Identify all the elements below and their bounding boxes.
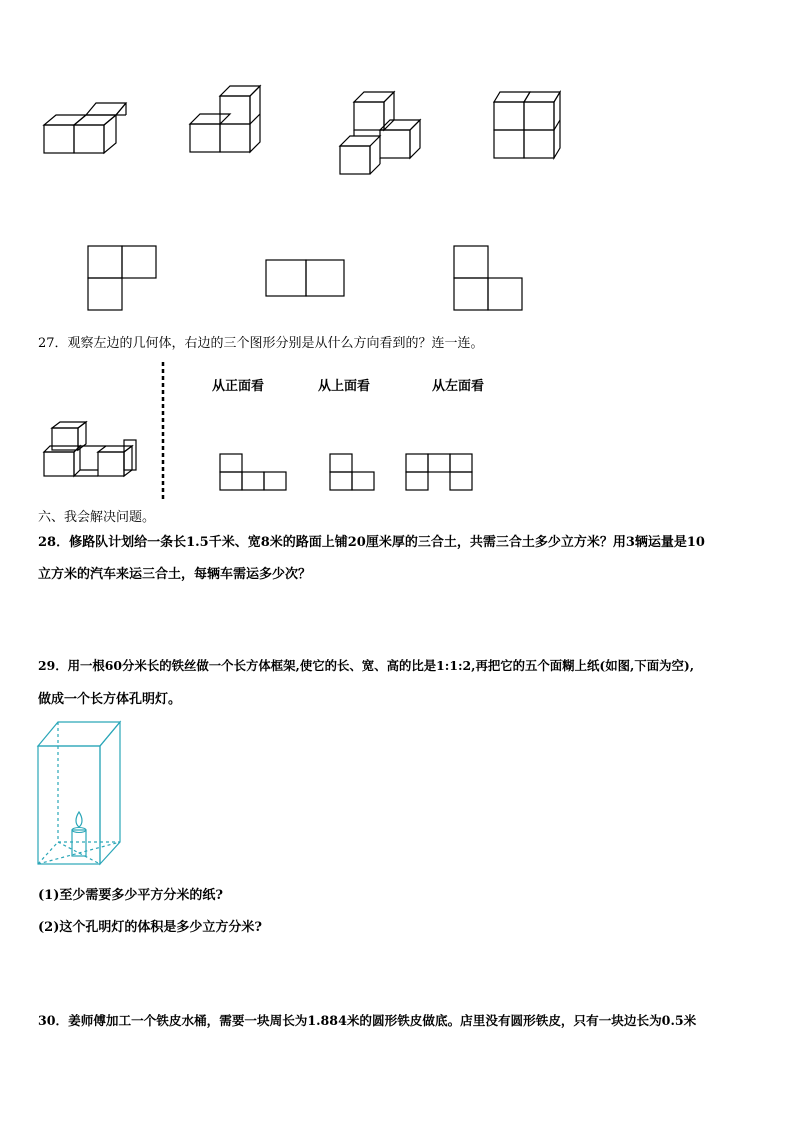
view-option-c <box>404 452 484 496</box>
view-shape-l-reversed <box>452 244 532 314</box>
q29-line-1: 29．用一根60分米长的铁丝做一个长方体框架,使它的长、宽、高的比是1:1:2,再把它的五个面糊上纸(如图,下面为空), <box>38 658 695 673</box>
cube-figure-2 <box>186 80 286 160</box>
view-option-a <box>218 452 298 496</box>
view-label-left: 从左面看 <box>432 379 485 394</box>
view-option-b <box>328 452 388 496</box>
cube-figure-4 <box>490 88 580 168</box>
q27-text: 27．观察左边的几何体，右边的三个图形分别是从什么方向看到的？连一连。 <box>38 336 484 351</box>
q29-sub-2: (2)这个孔明灯的体积是多少立方分米? <box>38 920 262 935</box>
divider-dashed-line <box>161 362 165 502</box>
section-title: 六、我会解决问题。 <box>38 510 156 525</box>
q28-line-2: 立方米的汽车来运三合土，每辆车需运多少次？ <box>38 567 312 582</box>
q29-line-2: 做成一个长方体孔明灯。 <box>38 692 182 707</box>
view-shape-l <box>86 244 166 314</box>
cube-figure-3 <box>336 88 446 188</box>
view-shape-two-wide <box>264 258 354 308</box>
view-label-top: 从上面看 <box>318 379 371 394</box>
cube-figure-1 <box>40 95 160 175</box>
q27-solid-figure <box>40 420 150 480</box>
lantern-figure <box>34 718 144 868</box>
q28-line-1: 28．修路队计划给一条长1.5千米、宽8米的路面上铺20厘米厚的三合土，共需三合土多少立方米？用3辆运量是10 <box>38 535 705 550</box>
q30-line-1: 30．姜师傅加工一个铁皮水桶，需要一块周长为1.884米的圆形铁皮做底。店里没有圆形铁皮，只有一块边长为0.5米 <box>38 1013 697 1028</box>
q29-sub-1: (1)至少需要多少平方分米的纸? <box>38 888 223 903</box>
view-label-front: 从正面看 <box>212 379 265 394</box>
